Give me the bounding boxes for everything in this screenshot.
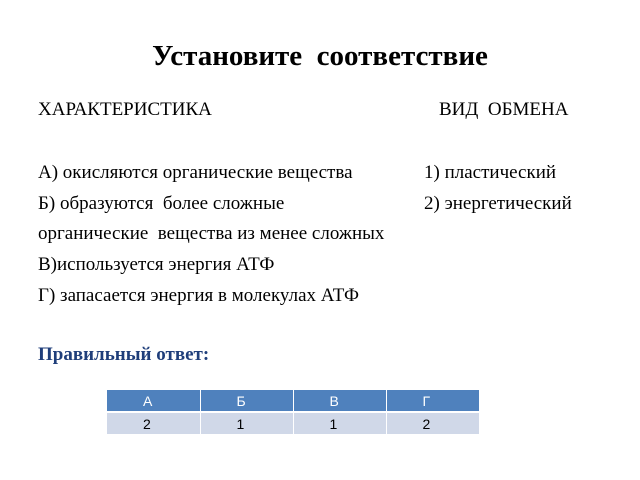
answer-table	[107, 390, 480, 434]
answer-table-value-row	[107, 412, 479, 434]
characteristic-item-b: Б) образуются более сложные	[38, 193, 285, 214]
answer-value-g: 2	[386, 412, 479, 434]
characteristic-item-v: В)используется энергия АТФ	[38, 254, 275, 275]
option-plastic: 1) пластический	[424, 162, 557, 183]
characteristic-item-a: А) окисляются органические вещества	[38, 162, 353, 183]
answer-column-v: В	[293, 390, 386, 412]
option-energetic: 2) энергетический	[424, 193, 572, 214]
characteristic-item-b-continued: органические вещества из менее сложных	[38, 223, 385, 244]
slide-title: Установите соответствие	[152, 40, 488, 72]
answer-value-b: 1	[200, 412, 293, 434]
answer-value-v: 1	[293, 412, 386, 434]
answer-table-header-row	[107, 390, 479, 412]
answer-value-a: 2	[107, 412, 200, 434]
answer-label: Правильный ответ:	[38, 344, 210, 365]
characteristic-item-g: Г) запасается энергия в молекулах АТФ	[38, 285, 359, 306]
answer-column-b: Б	[200, 390, 293, 412]
answer-column-a: А	[107, 390, 200, 412]
characteristic-header: ХАРАКТЕРИСТИКА	[38, 99, 212, 120]
exchange-type-header: ВИД ОБМЕНА	[439, 99, 569, 120]
answer-column-g: Г	[386, 390, 479, 412]
